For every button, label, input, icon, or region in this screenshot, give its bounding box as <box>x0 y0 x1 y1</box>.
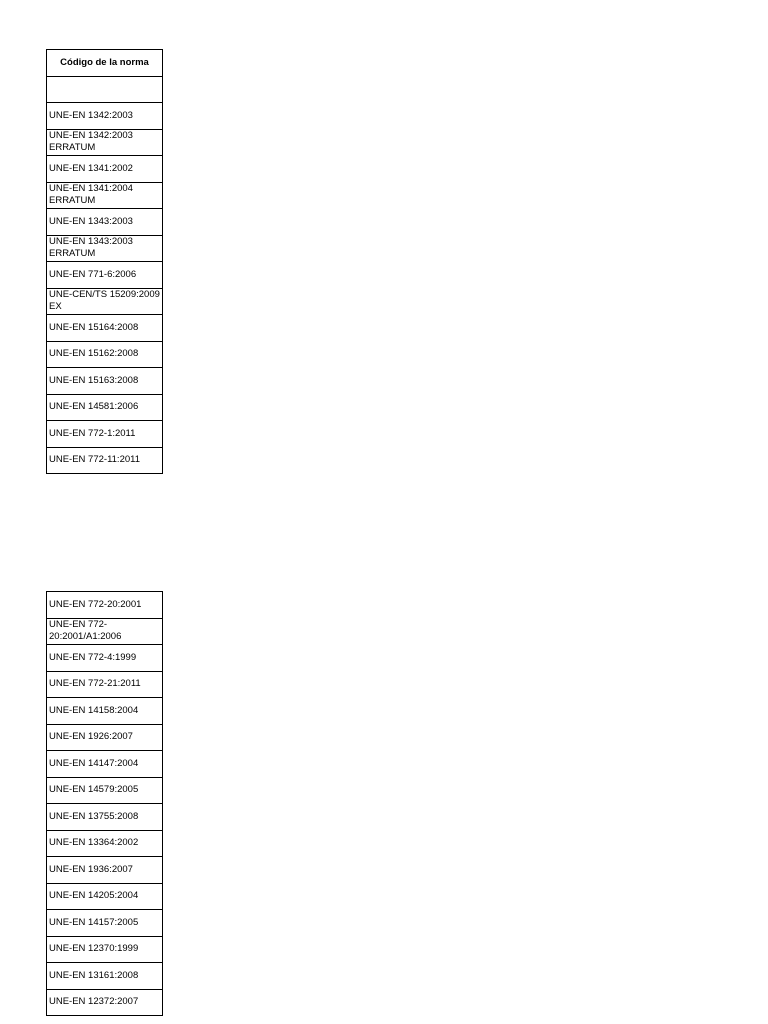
standard-code-cell: UNE-EN 1936:2007 <box>47 857 163 884</box>
table-row <box>47 262 163 289</box>
standard-code-cell: UNE-EN 1341:2002 <box>47 156 163 183</box>
table-row <box>47 777 163 804</box>
standard-code-cell: UNE-EN 15164:2008 <box>47 315 163 342</box>
table-row <box>47 724 163 751</box>
standard-code-cell: UNE-EN 13161:2008 <box>47 963 163 990</box>
table-row-blank <box>47 76 163 103</box>
table-row <box>47 182 163 209</box>
table-row <box>47 963 163 990</box>
table-row <box>47 447 163 474</box>
table-row <box>47 315 163 342</box>
standard-code-cell: UNE-EN 1343:2003 <box>47 209 163 236</box>
table-row <box>47 989 163 1016</box>
table-row <box>47 751 163 778</box>
table-header-row <box>47 50 163 77</box>
standard-code-cell: UNE-EN 14147:2004 <box>47 751 163 778</box>
table-row <box>47 830 163 857</box>
standard-code-cell: UNE-EN 14205:2004 <box>47 883 163 910</box>
standard-code-cell: UNE-EN 1343:2003 ERRATUM <box>47 235 163 262</box>
table-row <box>47 698 163 725</box>
table-row <box>47 209 163 236</box>
table-row <box>47 394 163 421</box>
table-row <box>47 421 163 448</box>
standard-code-cell: UNE-EN 1342:2003 ERRATUM <box>47 129 163 156</box>
standards-table-top <box>46 49 163 474</box>
standard-code-cell: UNE-EN 772-1:2011 <box>47 421 163 448</box>
table-row <box>47 103 163 130</box>
standard-code-cell: UNE-EN 1926:2007 <box>47 724 163 751</box>
table-row <box>47 645 163 672</box>
standard-code-cell: UNE-EN 772-11:2011 <box>47 447 163 474</box>
table-row <box>47 341 163 368</box>
standard-code-cell: UNE-EN 772-21:2011 <box>47 671 163 698</box>
standard-code-cell: UNE-EN 14158:2004 <box>47 698 163 725</box>
table-row <box>47 618 163 645</box>
table-row <box>47 129 163 156</box>
standard-code-cell: UNE-EN 14579:2005 <box>47 777 163 804</box>
table-row <box>47 235 163 262</box>
table-row <box>47 804 163 831</box>
table-row <box>47 288 163 315</box>
table-row <box>47 156 163 183</box>
standard-code-cell: UNE-EN 15163:2008 <box>47 368 163 395</box>
table-row <box>47 368 163 395</box>
table-row <box>47 671 163 698</box>
standard-code-cell: UNE-EN 13755:2008 <box>47 804 163 831</box>
standard-code-cell: UNE-EN 14157:2005 <box>47 910 163 937</box>
standard-code-cell: UNE-EN 772-4:1999 <box>47 645 163 672</box>
column-header-codigo: Código de la norma <box>47 50 163 77</box>
standard-code-cell: UNE-EN 772-20:2001/A1:2006 <box>47 618 163 645</box>
standard-code-cell: UNE-EN 15162:2008 <box>47 341 163 368</box>
standard-code-cell: UNE-EN 12370:1999 <box>47 936 163 963</box>
table-cell-blank <box>47 76 163 103</box>
standards-table-bottom <box>46 591 163 1016</box>
standard-code-cell: UNE-EN 771-6:2006 <box>47 262 163 289</box>
standard-code-cell: UNE-CEN/TS 15209:2009 EX <box>47 288 163 315</box>
standard-code-cell: UNE-EN 1341:2004 ERRATUM <box>47 182 163 209</box>
standard-code-cell: UNE-EN 14581:2006 <box>47 394 163 421</box>
standard-code-cell: UNE-EN 12372:2007 <box>47 989 163 1016</box>
standard-code-cell: UNE-EN 1342:2003 <box>47 103 163 130</box>
table-row <box>47 592 163 619</box>
standard-code-cell: UNE-EN 13364:2002 <box>47 830 163 857</box>
table-row <box>47 910 163 937</box>
standard-code-cell: UNE-EN 772-20:2001 <box>47 592 163 619</box>
table-row <box>47 936 163 963</box>
table-row <box>47 883 163 910</box>
table-row <box>47 857 163 884</box>
